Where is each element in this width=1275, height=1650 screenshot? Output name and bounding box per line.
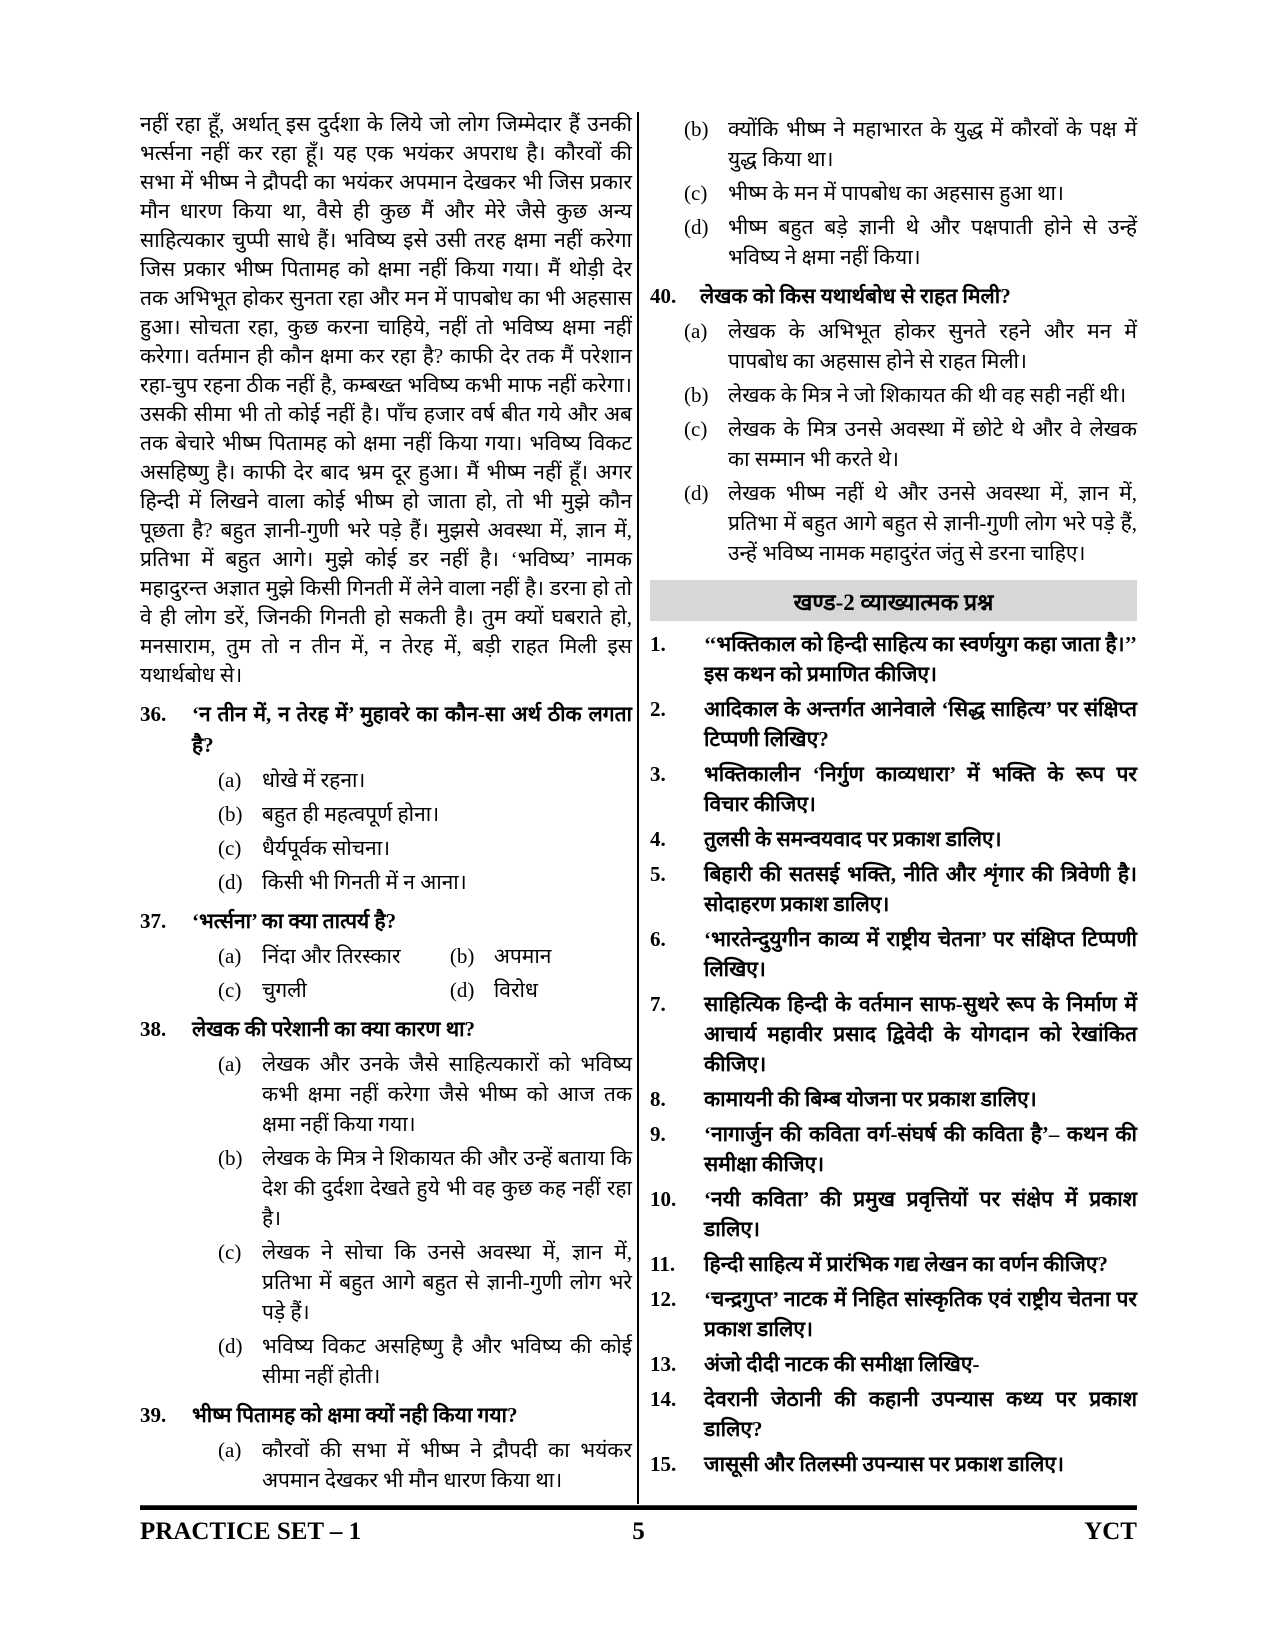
option-row xyxy=(218,975,450,1005)
list-item-number: 11. xyxy=(650,1252,676,1276)
option-text: लेखक ने सोचा कि उनसे अवस्था में, ज्ञान में, प्रतिभा में बहुत आगे बहुत से ज्ञानी-गुणी लोग भरे पड़े हैं। xyxy=(262,1240,632,1324)
option-text: बहुत ही महत्वपूर्ण होना। xyxy=(262,802,440,826)
list-item-number: 15. xyxy=(650,1452,677,1476)
list-item-text: देवरानी जेठानी की कहानी उपन्यास कथ्य पर प्रकाश डालिए? xyxy=(704,1387,1137,1441)
page-footer xyxy=(140,1518,1137,1548)
question-36-head xyxy=(140,699,632,761)
list-item xyxy=(650,924,1137,984)
list-item-number: 8. xyxy=(650,1087,666,1111)
list-item-number: 5. xyxy=(650,862,666,886)
option-row xyxy=(140,1143,632,1233)
option-label: (c) xyxy=(684,417,708,441)
option-text: अपमान xyxy=(493,944,552,968)
list-item-text: भक्तिकालीन ‘निर्गुण काव्यधारा’ में भक्ति के रूप पर विचार कीजिए। xyxy=(704,762,1137,816)
option-label: (b) xyxy=(218,1146,243,1170)
footer-rule xyxy=(140,1505,1137,1510)
list-item-number: 9. xyxy=(650,1122,666,1146)
left-column xyxy=(140,110,632,1495)
question-number: 40. xyxy=(650,284,677,308)
option-row xyxy=(650,178,1137,208)
right-column xyxy=(650,110,1137,1479)
option-row xyxy=(650,212,1137,272)
option-row xyxy=(140,1237,632,1327)
option-label: (c) xyxy=(218,836,242,860)
option-label: (c) xyxy=(684,181,708,205)
option-label: (d) xyxy=(449,978,475,1002)
question-text: ‘न तीन में, न तेरह में’ मुहावरे का कौन-सा अर्थ ठीक लगता है? xyxy=(192,702,632,757)
option-label: (d) xyxy=(218,870,243,894)
option-row xyxy=(650,414,1137,474)
option-text: धैर्यपूर्वक सोचना। xyxy=(262,836,391,860)
question-37-head xyxy=(140,906,632,937)
question-38-options xyxy=(140,1049,632,1391)
list-item-text: जासूसी और तिलस्मी उपन्यास पर प्रकाश डालिए। xyxy=(704,1452,1064,1476)
option-row xyxy=(450,941,632,971)
question-number: 36. xyxy=(140,702,167,726)
list-item-number: 13. xyxy=(650,1352,677,1376)
list-item-text: ‘नागार्जुन की कविता वर्ग-संघर्ष की कविता है’– कथन की समीक्षा कीजिए। xyxy=(704,1122,1137,1176)
list-item-number: 7. xyxy=(650,992,666,1016)
option-row xyxy=(140,1331,632,1391)
option-text: किसी भी गिनती में न आना। xyxy=(262,870,467,894)
option-row xyxy=(140,867,632,897)
question-40 xyxy=(650,281,1137,568)
passage-text: नहीं रहा हूँ, अर्थात् इस दुर्दशा के लिये जो लोग जिम्मेदार हैं उनकी भर्त्सना नहीं कर रहा हूँ। यह एक भयंकर अपराध है। कौरवों की सभा में भीष्म ने द्रौपदी का भयंकर अपमान देखकर भी जिस प्रकार मौन धारण किया था, वैसे ही कुछ मैं और मेरे जैसे कुछ अन्य साहित्यकार चुप्पी साधे हैं। भविष्य इसे उसी तरह क्षमा नहीं करेगा जिस प्रकार भीष्म पितामह को क्षमा नहीं किया गया। मैं थोड़ी देर तक अभिभूत होकर सुनता रहा और मन में पापबोध का भी अहसास हुआ। सोचता रहा, कुछ करना चाहिये, नहीं तो भविष्य क्षमा नहीं करेगा। वर्तमान ही कौन क्षमा कर रहा है? काफी देर तक मैं परेशान रहा-चुप रहना ठीक नहीं है, कम्बख्त भविष्य कभी माफ नहीं करेगा। उसकी सीमा भी तो कोई नहीं है। पाँच हजार वर्ष बीत गये और अब तक बेचारे भीष्म पितामह को क्षमा नहीं किया गया। भविष्य विकट असहिष्णु है। काफी देर बाद भ्रम दूर हुआ। मैं भीष्म नहीं हूँ। अगर हिन्दी में लिखने वाला कोई भीष्म हो जाता हो, तो भी मुझे कौन पूछता है? बहुत ज्ञानी-गुणी भरे पड़े हैं। मुझसे अवस्था में, ज्ञान में, प्रतिभा में बहुत आगे। मुझे कोई डर नहीं है। ‘भविष्य’ नामक महादुरन्त अज्ञात मुझे किसी गिनती में लेने वाला नहीं है। डरना हो तो वे ही लोग डरें, जिनकी गिनती हो सकती है। तुम क्यों घबराते हो, मनसाराम, तुम तो न तीन में, न तेरह में, बड़ी राहत मिली इस यथार्थबोध से। xyxy=(140,112,632,687)
list-item-text: साहित्यिक हिन्दी के वर्तमान साफ-सुथरे रूप के निर्माण में आचार्य महावीर प्रसाद द्विवेदी के योगदान को रेखांकित कीजिए। xyxy=(704,992,1137,1076)
list-item xyxy=(650,1119,1137,1179)
question-number: 39. xyxy=(140,1403,167,1427)
section2-question-list xyxy=(650,629,1137,1479)
list-item-number: 14. xyxy=(650,1387,677,1411)
option-row xyxy=(140,833,632,863)
list-item xyxy=(650,1084,1137,1114)
question-39-head xyxy=(140,1400,632,1431)
option-label: (c) xyxy=(218,1240,242,1264)
list-item-text: ‘भारतेन्दुयुगीन काव्य में राष्ट्रीय चेतना’ पर संक्षिप्त टिप्पणी लिखिए। xyxy=(704,927,1137,981)
option-text: लेखक के अभिभूत होकर सुनते रहने और मन में पापबोध का अहसास होने से राहत मिली। xyxy=(728,319,1137,373)
question-text: लेखक को किस यथार्थबोध से राहत मिली? xyxy=(700,284,1011,308)
option-text: लेखक के मित्र ने जो शिकायत की थी वह सही नहीं थी। xyxy=(728,383,1127,407)
option-text: विरोध xyxy=(493,978,538,1002)
list-item xyxy=(650,1184,1137,1244)
list-item-number: 1. xyxy=(650,632,666,656)
option-row xyxy=(140,799,632,829)
list-item-number: 2. xyxy=(650,697,666,721)
question-39-options-continued xyxy=(650,114,1137,272)
option-label: (a) xyxy=(684,319,708,343)
question-36 xyxy=(140,699,632,897)
list-item xyxy=(650,1249,1137,1279)
option-label: (a) xyxy=(218,944,242,968)
footer-page-number: 5 xyxy=(632,1518,645,1545)
option-text: धोखे में रहना। xyxy=(262,768,366,792)
footer-publisher-label: YCT xyxy=(1084,1518,1137,1545)
option-row xyxy=(650,316,1137,376)
question-39 xyxy=(140,1400,632,1495)
list-item xyxy=(650,989,1137,1079)
question-text: भीष्म पितामह को क्षमा क्यों नही किया गया? xyxy=(192,1403,518,1427)
question-38 xyxy=(140,1014,632,1391)
question-text: ‘भर्त्सना’ का क्या तात्पर्य है? xyxy=(192,909,397,933)
option-text: क्योंकि भीष्म ने महाभारत के युद्ध में कौरवों के पक्ष में युद्ध किया था। xyxy=(728,117,1137,171)
option-label: (d) xyxy=(684,481,709,505)
option-label: (a) xyxy=(218,1052,242,1076)
question-39-options xyxy=(140,1435,632,1495)
option-label: (c) xyxy=(218,978,242,1002)
option-text: कौरवों की सभा में भीष्म ने द्रौपदी का भयंकर अपमान देखकर भी मौन धारण किया था। xyxy=(262,1438,632,1492)
option-label: (b) xyxy=(218,802,243,826)
question-40-head xyxy=(650,281,1137,312)
list-item-text: तुलसी के समन्वयवाद पर प्रकाश डालिए। xyxy=(704,827,1002,851)
list-item-text: हिन्दी साहित्य में प्रारंभिक गद्य लेखन का वर्णन कीजिए? xyxy=(704,1252,1108,1276)
option-row xyxy=(650,478,1137,568)
option-text: लेखक के मित्र ने शिकायत की और उन्हें बताया कि देश की दुर्दशा देखते हुये भी वह कुछ कह नहीं रहा है। xyxy=(262,1146,632,1230)
list-item-text: आदिकाल के अन्तर्गत आनेवाले ‘सिद्ध साहित्य’ पर संक्षिप्त टिप्पणी लिखिए? xyxy=(704,697,1137,751)
list-item-text: ‘चन्द्रगुप्त’ नाटक में निहित सांस्कृतिक एवं राष्ट्रीय चेतना पर प्रकाश डालिए। xyxy=(704,1287,1137,1341)
option-label: (b) xyxy=(684,117,709,141)
list-item xyxy=(650,694,1137,754)
option-row xyxy=(650,380,1137,410)
option-text: लेखक के मित्र उनसे अवस्था में छोटे थे और वे लेखक का सम्मान भी करते थे। xyxy=(728,417,1137,471)
list-item xyxy=(650,1349,1137,1379)
option-label: (d) xyxy=(218,1334,243,1358)
option-row xyxy=(140,1435,632,1495)
question-37-options xyxy=(140,937,632,1005)
option-label: (d) xyxy=(684,215,709,239)
option-text: भीष्म बहुत बड़े ज्ञानी थे और पक्षपाती होने से उन्हें भविष्य ने क्षमा नहीं किया। xyxy=(728,215,1137,269)
option-text: भविष्य विकट असहिष्णु है और भविष्य की कोई सीमा नहीं होती। xyxy=(262,1334,632,1388)
option-row xyxy=(450,975,632,1005)
footer-practice-set-label: PRACTICE SET – 1 xyxy=(140,1518,362,1545)
list-item-text: कामायनी की बिम्ब योजना पर प्रकाश डालिए। xyxy=(704,1087,1037,1111)
list-item-text: ‘‘भक्तिकाल को हिन्दी साहित्य का स्वर्णयुग कहा जाता है।’’ इस कथन को प्रमाणित कीजिए। xyxy=(704,632,1137,686)
option-text: चुगली xyxy=(262,978,307,1002)
option-row xyxy=(140,765,632,795)
option-row xyxy=(218,941,450,971)
list-item-number: 10. xyxy=(650,1187,677,1211)
list-item-number: 3. xyxy=(650,762,666,786)
question-40-options xyxy=(650,316,1137,568)
option-label: (b) xyxy=(684,383,709,407)
list-item xyxy=(650,824,1137,854)
section2-header: खण्ड-2 व्याख्यात्मक प्रश्न xyxy=(650,580,1137,621)
list-item xyxy=(650,1384,1137,1444)
option-row xyxy=(650,114,1137,174)
list-item-text: बिहारी की सतसई भक्ति, नीति और शृंगार की त्रिवेणी है। सोदाहरण प्रकाश डालिए। xyxy=(704,862,1137,916)
question-37 xyxy=(140,906,632,1005)
list-item xyxy=(650,759,1137,819)
list-item xyxy=(650,1284,1137,1344)
question-text: लेखक की परेशानी का क्या कारण था? xyxy=(192,1017,476,1041)
column-divider xyxy=(637,112,639,1504)
option-text: लेखक और उनके जैसे साहित्यकारों को भविष्य कभी क्षमा नहीं करेगा जैसे भीष्म को आज तक क्षमा नहीं किया गया। xyxy=(262,1052,632,1136)
option-text: लेखक भीष्म नहीं थे और उनसे अवस्था में, ज्ञान में, प्रतिभा में बहुत आगे बहुत से ज्ञानी-गुणी लोग भरे पड़े हैं, उन्हें भविष्य नामक महादुरंत जंतु से डरना चाहिए। xyxy=(728,481,1137,565)
list-item-number: 6. xyxy=(650,927,666,951)
question-number: 37. xyxy=(140,909,167,933)
list-item-text: ‘नयी कविता’ की प्रमुख प्रवृत्तियों पर संक्षेप में प्रकाश डालिए। xyxy=(704,1187,1137,1241)
list-item-number: 12. xyxy=(650,1287,677,1311)
option-row xyxy=(140,1049,632,1139)
option-text: निंदा और तिरस्कार xyxy=(262,944,401,968)
question-38-head xyxy=(140,1014,632,1045)
question-number: 38. xyxy=(140,1017,167,1041)
option-text: भीष्म के मन में पापबोध का अहसास हुआ था। xyxy=(728,181,1064,205)
list-item-text: अंजो दीदी नाटक की समीक्षा लिखिए- xyxy=(704,1352,980,1376)
list-item-number: 4. xyxy=(650,827,666,851)
list-item xyxy=(650,629,1137,689)
option-label: (b) xyxy=(449,944,475,968)
list-item xyxy=(650,1449,1137,1479)
option-label: (a) xyxy=(218,1438,242,1462)
list-item xyxy=(650,859,1137,919)
question-36-options xyxy=(140,765,632,897)
option-label: (a) xyxy=(218,768,242,792)
